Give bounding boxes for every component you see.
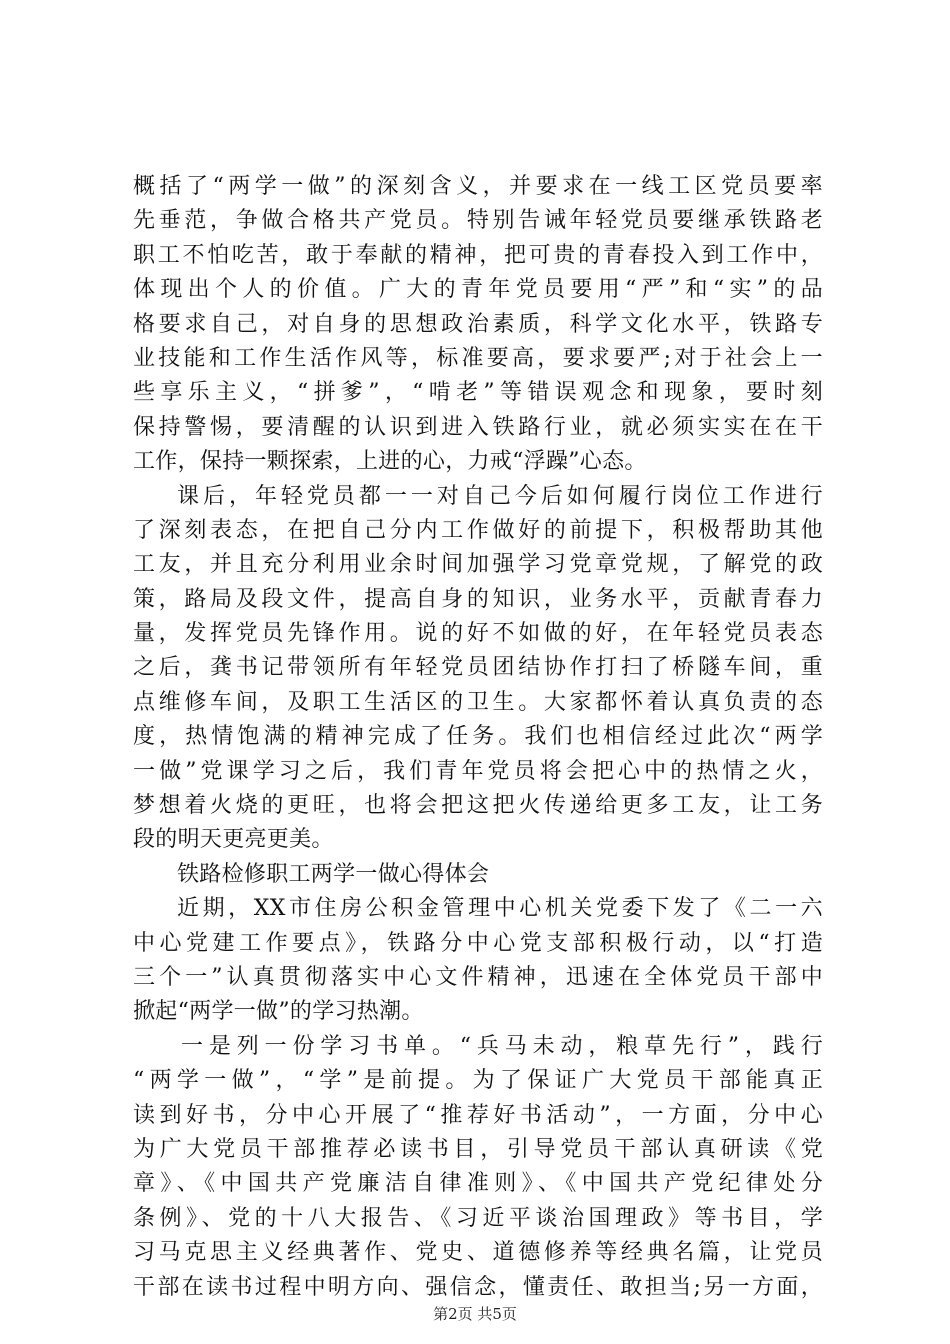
text-line: 格要求自己，对自身的思想政治素质，科学文化水平，铁路专 xyxy=(133,311,823,337)
text-line: 概括了“两学一做”的深刻含义，并要求在一线工区党员要率 xyxy=(133,174,823,199)
text-line: “两学一做”，“学”是前提。为了保证广大党员干部能真正 xyxy=(133,1068,823,1094)
text-line: 条例》、党的十八大报告、《习近平谈治国理政》等书目，学 xyxy=(133,1205,823,1231)
text-line: 一是列一份学习书单。“兵马未动，粮草先行”，践行 xyxy=(181,1033,823,1059)
text-line: 章》、《中国共产党廉洁自律准则》、《中国共产党纪律处分 xyxy=(133,1171,823,1197)
paragraph-4 xyxy=(133,1030,823,1305)
text-line: 策，路局及段文件，提高自身的知识，业务水平，贡献青春力 xyxy=(133,586,823,612)
paragraph-2 xyxy=(133,480,823,858)
paragraph-3 xyxy=(133,892,823,1030)
text-line: 段的明天更亮更美。 xyxy=(133,827,334,853)
text-line: 近期，XX市住房公积金管理中心机关党委下发了《二一六 xyxy=(177,896,823,922)
text-line: 三个一”认真贯彻落实中心文件精神，迅速在全体党员干部中 xyxy=(133,964,823,990)
text-line: 掀起“两学一做”的学习热潮。 xyxy=(133,999,424,1025)
text-line: 保持警惕，要清醒的认识到进入铁路行业，就必须实实在在干 xyxy=(133,414,823,440)
page-number-label: 第2页 共5页 xyxy=(433,1305,517,1323)
text-line: 业技能和工作生活作风等，标准要高，要求要严;对于社会上一 xyxy=(133,345,823,371)
text-line: 了深刻表态，在把自己分内工作做好的前提下，积极帮助其他 xyxy=(133,517,823,543)
document-body xyxy=(133,170,823,1305)
text-line: 一做”党课学习之后，我们青年党员将会把心中的热情之火， xyxy=(133,758,823,784)
text-line: 些享乐主义，“拼爹”，“啃老”等错误观念和现象，要时刻 xyxy=(133,380,823,406)
text-line: 体现出个人的价值。广大的青年党员要用“严”和“实”的品 xyxy=(133,277,823,303)
text-line: 先垂范，争做合格共产党员。特别告诫年轻党员要继承铁路老 xyxy=(133,208,823,234)
text-line: 工作，保持一颗探索，上进的心，力戒“浮躁”心态。 xyxy=(133,449,647,475)
text-line: 为广大党员干部推荐必读书目，引导党员干部认真研读《党 xyxy=(133,1136,823,1162)
section-title xyxy=(133,858,823,892)
section-title-text: 铁路检修职工两学一做心得体会 xyxy=(177,861,490,887)
text-line: 读到好书，分中心开展了“推荐好书活动”，一方面，分中心 xyxy=(133,1102,823,1128)
text-line: 量，发挥党员先锋作用。说的好不如做的好，在年轻党员表态 xyxy=(133,621,823,647)
text-line: 之后，龚书记带领所有年轻党员团结协作打扫了桥隧车间，重 xyxy=(133,655,823,681)
text-line: 职工不怕吃苦，敢于奉献的精神，把可贵的青春投入到工作中， xyxy=(133,242,823,268)
text-line: 工友，并且充分利用业余时间加强学习党章党规，了解党的政 xyxy=(133,552,823,578)
page-footer xyxy=(0,1304,950,1324)
text-line: 点维修车间，及职工生活区的卫生。大家都怀着认真负责的态 xyxy=(133,689,823,715)
text-line: 课后，年轻党员都一一对自己今后如何履行岗位工作进行 xyxy=(177,483,823,509)
text-line: 梦想着火烧的更旺，也将会把这把火传递给更多工友，让工务 xyxy=(133,793,823,819)
text-line: 习马克思主义经典著作、党史、道德修养等经典名篇，让党员 xyxy=(133,1240,823,1266)
text-line: 度，热情饱满的精神完成了任务。我们也相信经过此次“两学 xyxy=(133,724,823,750)
text-line: 中心党建工作要点》，铁路分中心党支部积极行动，以“打造 xyxy=(133,930,823,956)
paragraph-1 xyxy=(133,170,823,480)
text-line: 干部在读书过程中明方向、强信念，懂责任、敢担当;另一方面， xyxy=(133,1274,823,1300)
